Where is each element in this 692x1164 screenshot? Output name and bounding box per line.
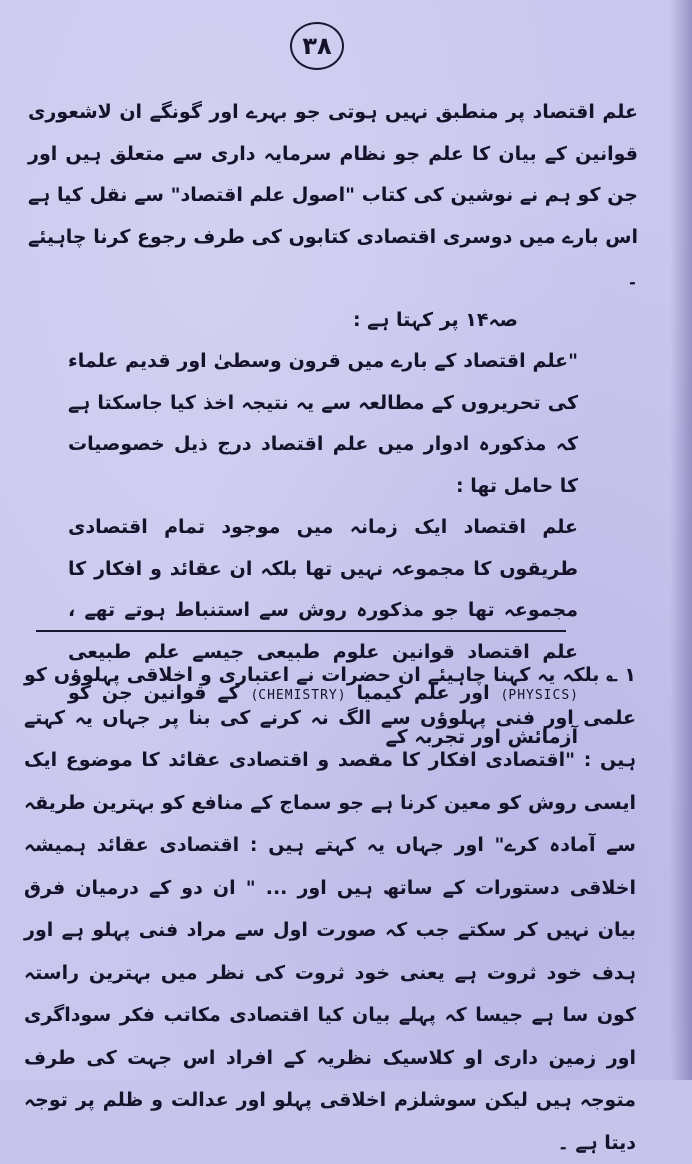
intro-paragraph: علم اقتصاد پر منطبق نہیں ہوتی جو بہرے اور گونگے ان لاشعوری قوانین کے بیان کا علم جو نظام سرمایہ داری سے متعلق ہیں اور جن کو ہم نے نوشین کی کتاب "اصول علم اقتصاد" سے نقل کیا ہے اس بارے میں دوسری اقتصادی کتابوں کی طرف رجوع کرنا چاہیئے ۔ [28, 101, 638, 289]
footnote-text: ۱ ؎ بلکہ یہ کہنا چاہیئے ان حضرات نے اعتباری و اخلاقی پہلوؤں کو علمی اور فنی پہلوؤں سے الگ نہ کرنے کی بنا پر جہاں یہ کہتے ہیں : "اقتصادی افکار کا مقصد و اقتصادی عقائد کا موضوع ایک ایسی روش کو معین کرنا ہے جو سماج کے منافع کو بہترین طریقہ سے آمادہ کرے" اور جہاں یہ کہتے ہیں : اقتصادی عقائد ہمیشہ اخلاقی دستورات کے ساتھ ہیں اور ... " ان دو کے درمیان فرق بیان نہیں کر سکتے جب کہ صورت اول سے مراد فنی پہلو ہے اور ہدف خود ثروت ہے یعنی خود ثروت کی نظر میں بہترین راستہ کون سا ہے جیسا کہ پہلے بیان کیا اقتصادی مکاتب فکر سوداگری اور زمین داری او کلاسیک نظریہ کے افراد اس جہت کی طرف متوجہ ہیں لیکن سوشلزم اخلاقی پہلو اور عدالت و ظلم پر توجہ دیتا ہے ۔ [24, 664, 636, 1154]
footnote-divider [36, 630, 566, 632]
page-edge-shadow [670, 0, 692, 1080]
quote-paragraph-1: "علم اقتصاد کے بارے میں قرون وسطیٰ اور قدیم علماء کی تحریروں کے مطالعہ سے یہ نتیجہ اخذ کیا جاسکتا ہے کہ مذکورہ ادوار میں علم اقتصاد درج ذیل خصوصیات کا حامل تھا : [68, 350, 578, 497]
quote-paragraph-2-c: کے قوانین جن کو آزمائش اور تجربہ کے [68, 682, 578, 748]
page-reference: صہ۱۴ پر کہتا ہے : [352, 308, 518, 331]
quote-paragraph-2-a: علم اقتصاد ایک زمانہ میں موجود تمام اقتصادی طریقوں کا مجموعہ نہیں تھا بلکہ ان عقائد و افکار کا مجموعہ تھا جو مذکورہ روش سے استنباط ہوتے تھے ، علم اقتصاد قوانین علوم طبیعی جیسے علم طبیعی [68, 516, 578, 663]
page-number: ۳۸ [290, 22, 344, 70]
physics-term: (PHYSICS) [500, 688, 578, 703]
quote-paragraph-2-b: اور علم کیمیا [356, 682, 490, 704]
chemistry-term: (CHEMISTRY) [250, 688, 346, 703]
